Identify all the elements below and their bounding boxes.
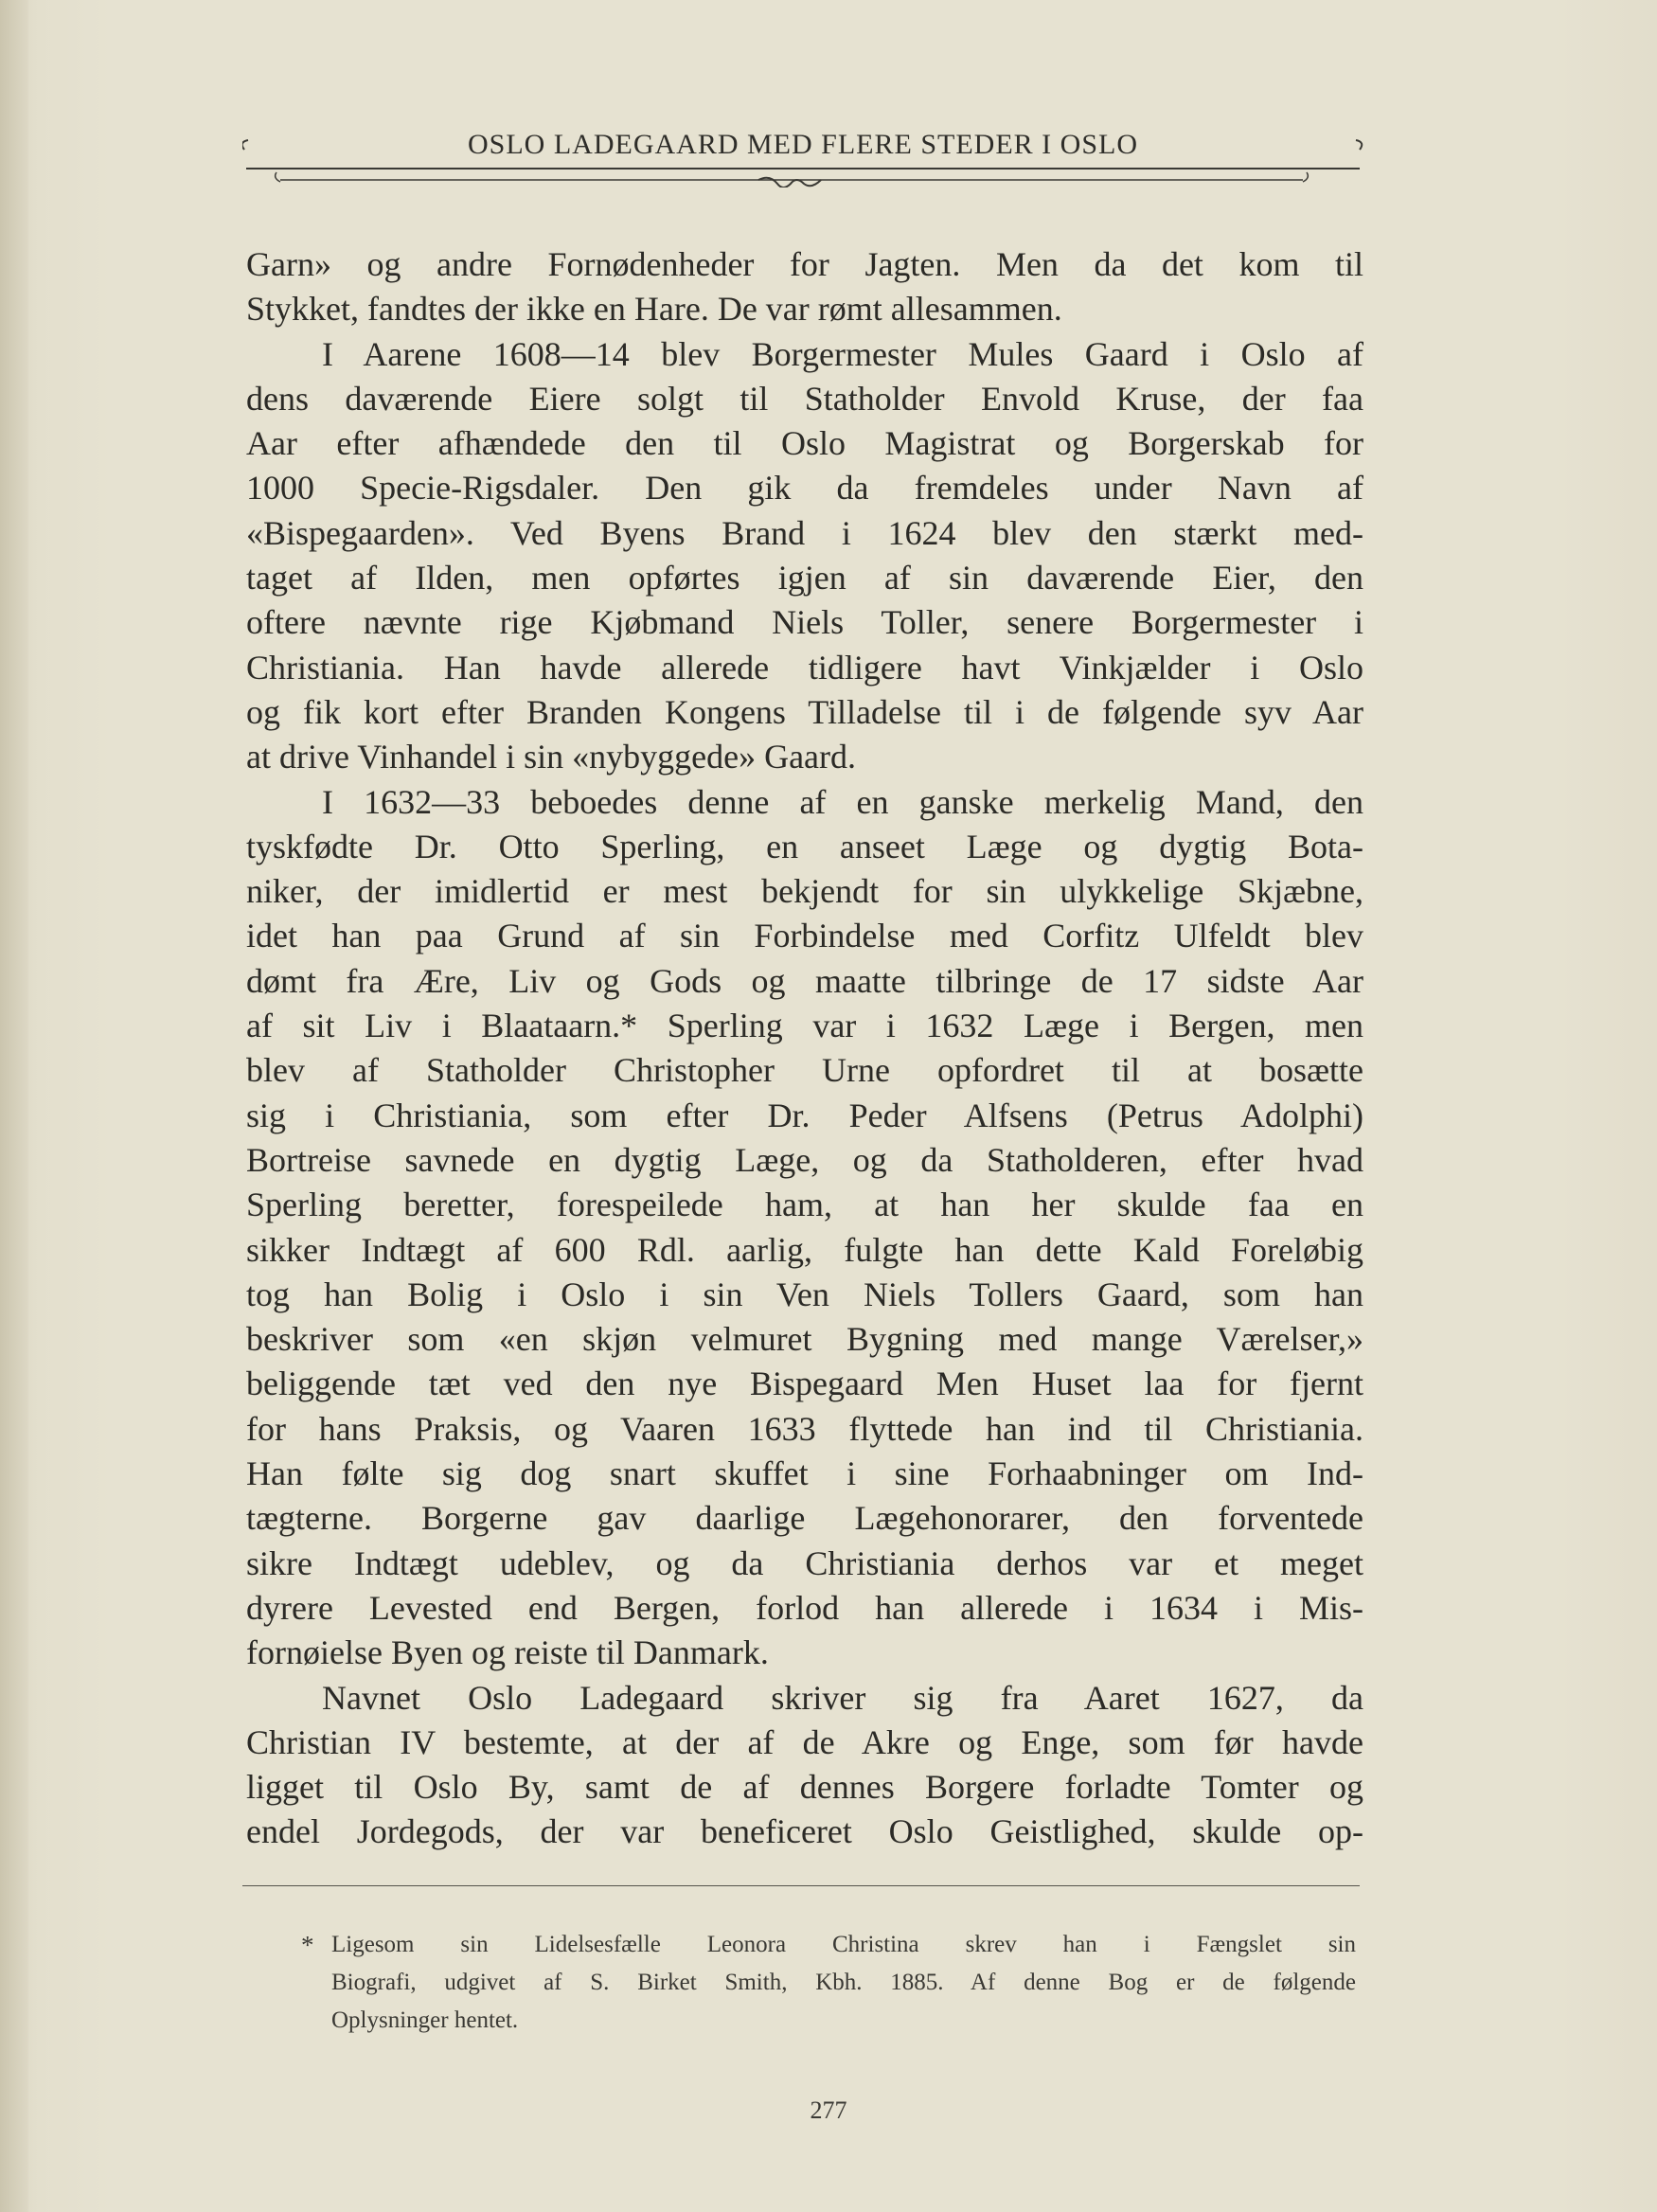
text-line: fornøielse Byen og reiste til Danmark. bbox=[246, 1633, 769, 1672]
text-line: Christian IV bestemte, at der af de Akre og Enge, som før havde bbox=[246, 1722, 1363, 1761]
text-line: 1000 Specie-Rigsdaler. Den gik da fremdeles under Navn af bbox=[246, 469, 1363, 508]
text-line: Garn» og andre Fornødenheder for Jagten. Men da det kom til bbox=[246, 245, 1363, 283]
text-line: blev af Statholder Christopher Urne opfordret til at bosætte bbox=[246, 1051, 1363, 1090]
text-line: «Bispegaarden». Ved Byens Brand i 1624 blev den stærkt med- bbox=[246, 513, 1363, 552]
text-line: for hans Praksis, og Vaaren 1633 flyttede han ind til Christiania. bbox=[246, 1409, 1363, 1448]
text-line: ligget til Oslo By, samt de af dennes Borgere forladte Tomter og bbox=[246, 1768, 1363, 1807]
body-text bbox=[246, 242, 1363, 1855]
text-line: sig i Christiania, som efter Dr. Peder Alfsens (Petrus Adolphi) bbox=[246, 1096, 1363, 1134]
text-line: at drive Vinhandel i sin «nybyggede» Gaard. bbox=[246, 738, 857, 776]
page-number: 277 bbox=[810, 2096, 847, 2124]
text-line: Han følte sig dog snart skuffet i sine Forhaabninger om Ind- bbox=[246, 1454, 1363, 1493]
header-title: OSLO LADEGAARD MED FLERE STEDER I OSLO bbox=[468, 129, 1138, 160]
footnote-line: Oplysninger hentet. bbox=[331, 2007, 519, 2033]
text-line: og fik kort efter Branden Kongens Tilladelse til i de følgende syv Aar bbox=[246, 692, 1363, 731]
text-line: Bortreise savnede en dygtig Læge, og da Statholderen, efter hvad bbox=[246, 1140, 1363, 1179]
text-line: I 1632—33 beboedes denne af en ganske merkelig Mand, den bbox=[322, 782, 1363, 821]
text-line: tog han Bolig i Oslo i sin Ven Niels Tollers Gaard, som han bbox=[246, 1275, 1363, 1313]
text-line: Stykket, fandtes der ikke en Hare. De var rømt allesammen. bbox=[246, 290, 1062, 329]
text-line: Aar efter afhændede den til Oslo Magistrat og Borgerskab for bbox=[246, 424, 1363, 463]
text-line: af sit Liv i Blaataarn.* Sperling var i 1632 Læge i Bergen, men bbox=[246, 1007, 1363, 1045]
text-line: dyrere Levested end Bergen, forlod han allerede i 1634 i Mis- bbox=[246, 1588, 1363, 1627]
page-spine-shadow bbox=[0, 0, 28, 2212]
text-line: dens daværende Eiere solgt til Statholder Envold Kruse, der faa bbox=[246, 379, 1363, 418]
text-line: dømt fra Ære, Liv og Gods og maatte tilbringe de 17 sidste Aar bbox=[246, 961, 1363, 1000]
text-line: Sperling beretter, forespeilede ham, at han her skulde faa en bbox=[246, 1186, 1363, 1224]
footnote-line: Biografi, udgivet af S. Birket Smith, Kbh. 1885. Af denne Bog er de følgende bbox=[331, 1970, 1356, 1995]
text-line: beskriver som «en skjøn velmuret Bygning med mange Værelser,» bbox=[246, 1320, 1363, 1359]
text-line: sikre Indtægt udeblev, og da Christiania derhos var et meget bbox=[246, 1543, 1363, 1582]
text-line: idet han paa Grund af sin Forbindelse med Corfitz Ulfeldt blev bbox=[246, 917, 1363, 955]
text-line: sikker Indtægt af 600 Rdl. aarlig, fulgte han dette Kald Foreløbig bbox=[246, 1230, 1363, 1269]
text-line: taget af Ilden, men opførtes igjen af sin daværende Eier, den bbox=[246, 559, 1363, 598]
text-line: beliggende tæt ved den nye Bispegaard Men Huset laa for fjernt bbox=[246, 1365, 1363, 1403]
footnote bbox=[331, 1926, 1356, 2040]
text-line: endel Jordegods, der var beneficeret Oslo Geistlighed, skulde op- bbox=[246, 1812, 1363, 1851]
footnote-line: Ligesom sin Lidelsesfælle Leonora Christina skrev han i Fængslet sin bbox=[331, 1932, 1356, 1957]
text-line: Navnet Oslo Ladegaard skriver sig fra Aaret 1627, da bbox=[322, 1678, 1363, 1717]
text-line: niker, der imidlertid er mest bekjendt for sin ulykkelige Skjæbne, bbox=[246, 872, 1363, 911]
footnote-divider bbox=[242, 1885, 1360, 1886]
footnote-marker: * bbox=[301, 1931, 314, 1959]
text-line: I Aarene 1608—14 blev Borgermester Mules Gaard i Oslo af bbox=[322, 334, 1363, 373]
text-line: Christiania. Han havde allerede tidligere havt Vinkjælder i Oslo bbox=[246, 648, 1363, 687]
text-line: oftere nævnte rige Kjøbmand Niels Toller, senere Borgermester i bbox=[246, 603, 1363, 642]
running-header bbox=[242, 121, 1363, 187]
text-line: tægterne. Borgerne gav daarlige Lægehonorarer, den forventede bbox=[246, 1499, 1363, 1538]
text-line: tyskfødte Dr. Otto Sperling, en anseet Læge og dygtig Bota- bbox=[246, 827, 1363, 865]
